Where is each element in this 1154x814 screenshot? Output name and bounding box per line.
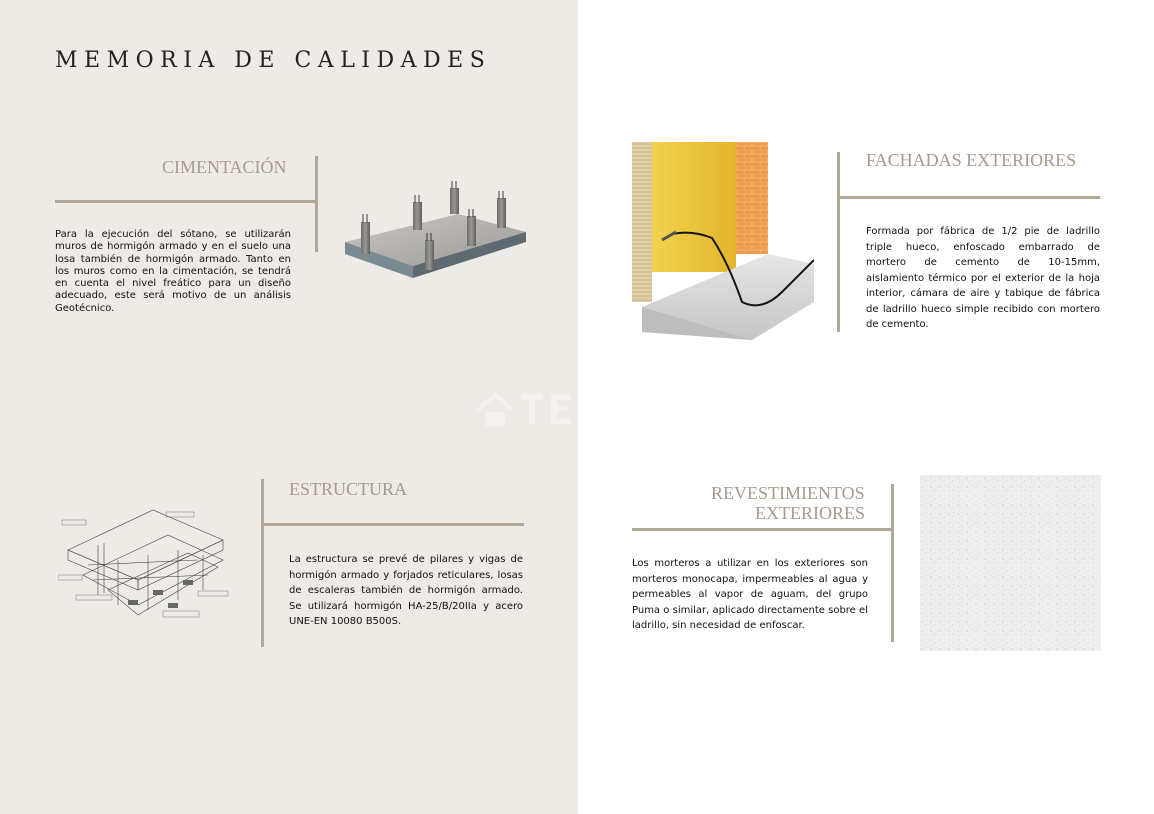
cimentacion-heading: CIMENTACIÓN — [162, 157, 287, 177]
structure-diagram-image — [58, 505, 233, 625]
revestimientos-heading-line2: EXTERIORES — [755, 503, 865, 523]
estructura-heading: ESTRUCTURA — [289, 479, 408, 499]
foundation-slab-image — [343, 180, 528, 290]
facade-section-image — [632, 142, 814, 340]
watermark-logo — [455, 380, 655, 440]
right-panel — [578, 0, 1154, 814]
revestimientos-heading-line1: REVESTIMIENTOS — [711, 483, 865, 503]
cimentacion-horizontal-divider — [55, 200, 317, 203]
estructura-vertical-divider — [261, 479, 264, 647]
estructura-horizontal-divider — [262, 523, 524, 526]
revestimientos-horizontal-divider — [632, 528, 892, 531]
fachadas-vertical-divider — [837, 152, 840, 332]
fachadas-horizontal-divider — [838, 196, 1100, 199]
cimentacion-text: Para la ejecución del sótano, se utilizarán muros de hormigón armado y en el suelo una losa también de hormigón armado. Tanto en los muros como en la cimentación, se tendrá en cuenta el nivel freático para un diseño adecuado, este será motivo de un análisis Geotécnico. — [55, 229, 291, 314]
fachadas-text: Formada por fábrica de 1/2 pie de ladrillo triple hueco, enfoscado embarrado de mortero de cemento de 10-15mm, aislamiento térmico por el exterior de la hoja interior, cámara de aire y tabique de fábrica de ladrillo hueco simple recibido con mortero de cemento. — [866, 226, 1100, 330]
cimentacion-vertical-divider — [315, 156, 318, 252]
revestimientos-vertical-divider — [891, 484, 894, 642]
revestimientos-text: Los morteros a utilizar en los exteriores son morteros monocapa, impermeables al agua y permeables al vapor de aguam, del grupo Puma o similar, aplicado directamente sobre el ladrillo, sin necesidad de enfoscar. — [632, 558, 868, 631]
estructura-text: La estructura se prevé de pilares y vigas de hormigón armado y forjados reticulares, losas de escaleras también de hormigón armado. Se utilizará hormigón HA-25/B/20IIa y acero UNE-EN 10080 B500S. — [289, 554, 523, 627]
page-title: MEMORIA DE CALIDADES — [55, 48, 492, 73]
fachadas-heading: FACHADAS EXTERIORES — [866, 150, 1077, 170]
mortar-texture-image — [920, 475, 1101, 651]
